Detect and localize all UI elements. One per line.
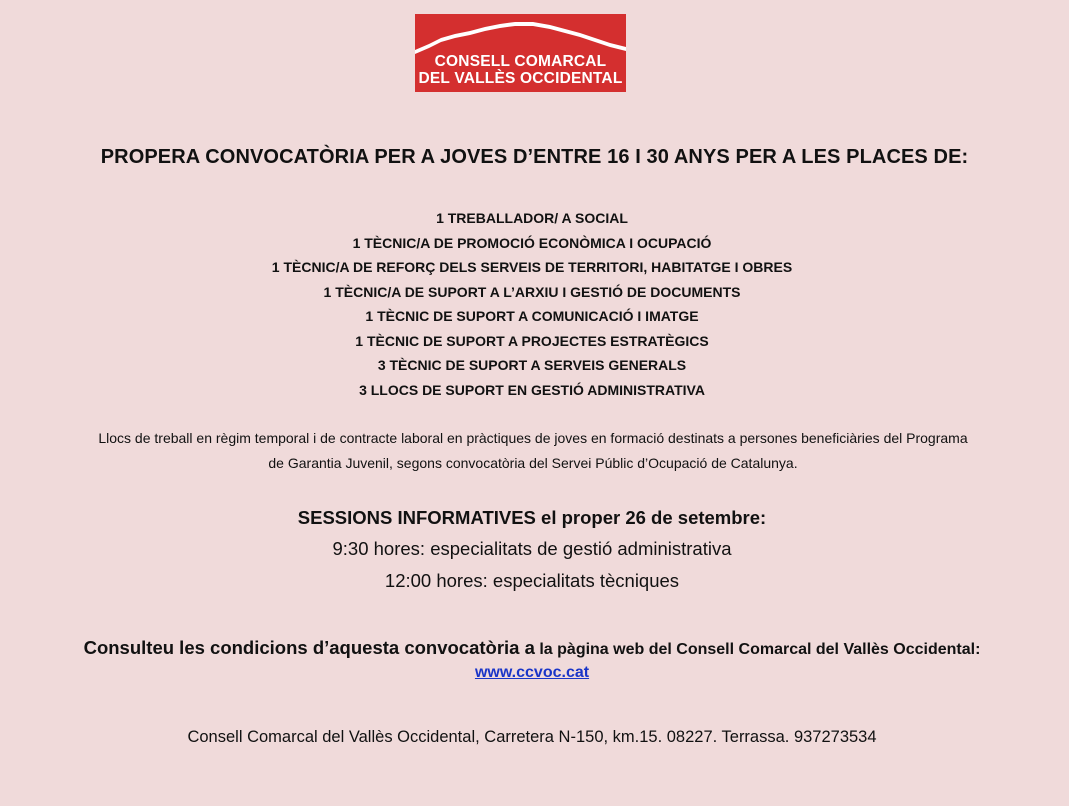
sessions-block [0,503,1064,597]
sessions-title: SESSIONS INFORMATIVES el proper 26 de setembre: [297,507,767,528]
description-paragraph [18,426,1048,476]
position-item: 3 LLOCS DE SUPORT EN GESTIÓ ADMINISTRATIVA [359,381,705,398]
footer-address: Consell Comarcal del Vallès Occidental, Carretera N-150, km.15. 08227. Terrassa. 937273534 [187,728,877,746]
logo-text-line2: DEL VALLÈS OCCIDENTAL [418,70,623,87]
description-line1: Llocs de treball en règim temporal i de contracte laboral en pràctiques de joves en formació destinats a persones beneficiàries del Programa [98,430,968,446]
position-item: 1 TÈCNIC DE SUPORT A PROJECTES ESTRATÈGICS [355,332,709,349]
consult-text-part1: Consulteu les condicions d’aquesta convocatòria a [83,637,535,658]
position-item: 1 TÈCNIC/A DE PROMOCIÓ ECONÒMICA I OCUPACIÓ [352,234,712,251]
position-item: 3 TÈCNIC DE SUPORT A SERVEIS GENERALS [377,357,687,373]
session-time-2: 12:00 hores: especialitats tècniques [384,570,680,591]
session-time-1: 9:30 hores: especialitats de gestió administrativa [332,538,732,559]
position-item: 1 TÈCNIC/A DE REFORÇ DELS SERVEIS DE TERRITORI, HABITATGE I OBRES [271,259,793,275]
page-title: PROPERA CONVOCATÒRIA PER A JOVES D’ENTRE 16 I 30 ANYS PER A LES PLACES DE: [100,146,969,168]
website-link-row [0,664,1064,682]
position-item: 1 TÈCNIC/A DE SUPORT A L’ARXIU I GESTIÓ DE DOCUMENTS [323,283,741,300]
website-link[interactable]: www.ccvoc.cat [474,664,590,681]
position-item: 1 TREBALLADOR/ A SOCIAL [436,210,628,226]
consult-text [0,634,1064,664]
description-line2: de Garantia Juvenil, segons convocatòria del Servei Públic d’Ocupació de Catalunya. [268,455,798,471]
consell-comarcal-logo [415,14,626,92]
position-item: 1 TÈCNIC DE SUPORT A COMUNICACIÓ I IMATGE [365,308,699,324]
logo-text-line1: CONSELL COMARCAL [434,53,607,70]
consult-text-part2: la pàgina web del Consell Comarcal del Vallès Occidental: [534,641,981,658]
positions-list [0,206,1064,402]
